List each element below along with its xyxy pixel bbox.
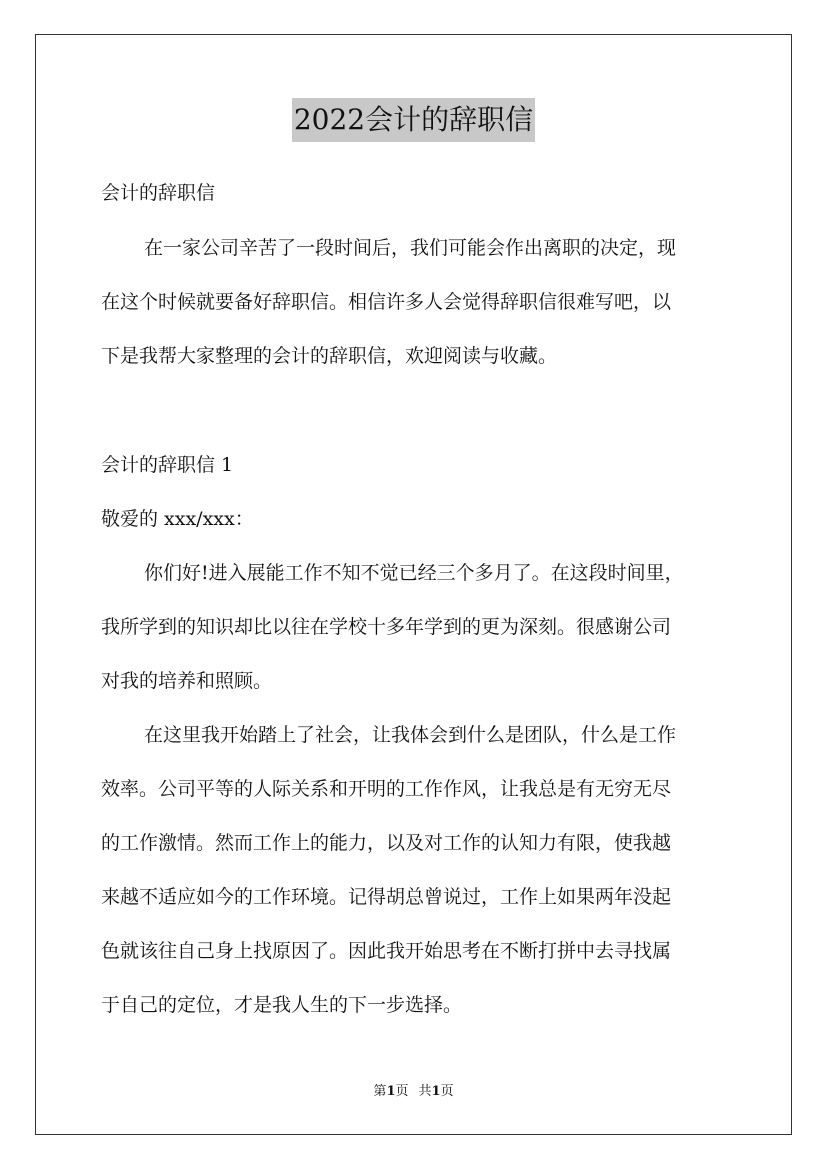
- page-prefix: 第: [373, 1084, 387, 1099]
- paragraph-line: 对我的培养和照顾。: [101, 670, 273, 692]
- paragraph-line: 在这里我开始踏上了社会，让我体会到什么是团队，什么是工作: [144, 724, 677, 746]
- paragraph-line: 我所学到的知识却比以往在学校十多年学到的更为深刻。很感谢公司: [101, 616, 672, 638]
- paragraph-line: 的工作激情。然而工作上的能力，以及对工作的认知力有限，使我越: [101, 832, 672, 854]
- section-heading: 会计的辞职信 1: [101, 454, 234, 476]
- paragraph-line: 你们好!进入展能工作不知不觉已经三个多月了。在这段时间里，: [144, 562, 684, 584]
- total-suffix: 页: [440, 1084, 454, 1099]
- paragraph-line: 来越不适应如今的工作环境。记得胡总曾说过，工作上如果两年没起: [101, 886, 672, 908]
- document-subtitle: 会计的辞职信: [101, 182, 216, 204]
- paragraph-line: 于自己的定位，才是我人生的下一步选择。: [101, 994, 463, 1016]
- page-footer: [0, 1083, 827, 1101]
- title-container: [0, 98, 827, 142]
- intro-line: 在一家公司辛苦了一段时间后，我们可能会作出离职的决定，现: [144, 237, 677, 259]
- total-pages: 1: [431, 1084, 441, 1099]
- paragraph-line: 效率。公司平等的人际关系和开明的工作作风，让我总是有无穷无尽: [101, 778, 672, 800]
- total-prefix: 共: [418, 1084, 432, 1099]
- page-number: 1: [386, 1084, 396, 1099]
- intro-line: 下是我帮大家整理的会计的辞职信，欢迎阅读与收藏。: [101, 345, 558, 367]
- salutation: 敬爱的 xxx/xxx：: [101, 508, 254, 530]
- intro-line: 在这个时候就要备好辞职信。相信许多人会觉得辞职信很难写吧，以: [101, 291, 672, 313]
- page-suffix: 页: [395, 1084, 409, 1099]
- paragraph-line: 色就该往自己身上找原因了。因此我开始思考在不断打拼中去寻找属: [101, 940, 672, 962]
- document-title: 2022会计的辞职信: [292, 98, 535, 142]
